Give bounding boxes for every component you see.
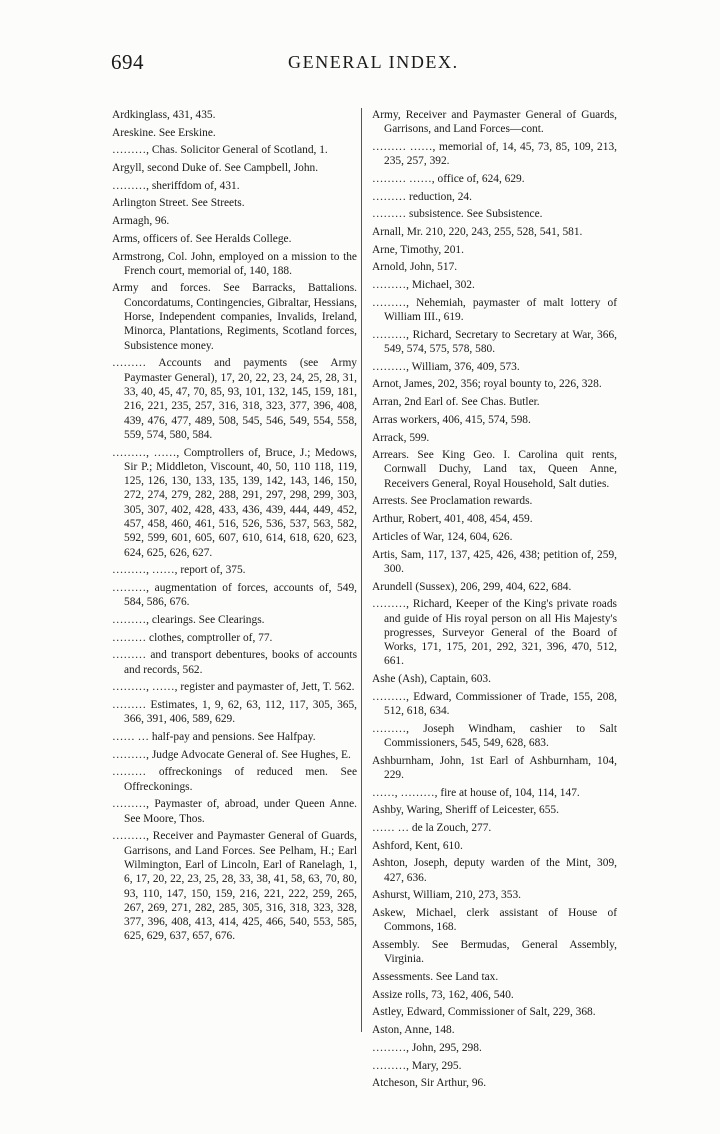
index-entry: ………, Receiver and Paymaster General of Guards, Garrisons, and Land Forces. See Pelham, H.; Earl Wilmington, Earl of Lincoln, Earl of Ranelagh, 1, 6, 17, 20, 22, 23, 25, 28, 33, 38, 41, 58, 63, 70, 80, 93, 110, 147, 150, 159, 216, 221, 222, 259, 265, 267, 269, 271, 282, 285, 305, 316, 318, 323, 328, 377, 396, 408, 413, 414, 425, 466, 540, 553, 585, 625, 629, 637, 657, 676. <box>112 830 357 943</box>
index-entry: ……… Estimates, 1, 9, 62, 63, 112, 117, 305, 365, 366, 391, 406, 589, 629. <box>112 699 357 726</box>
index-entry: ……… ……, office of, 624, 629. <box>372 172 525 185</box>
index-entry: Assembly. See Bermudas, General Assembly, Virginia. <box>372 939 617 966</box>
index-entry: ………, augmentation of forces, accounts of, 549, 584, 586, 676. <box>112 581 357 609</box>
index-entry: Ashe (Ash), Captain, 603. <box>372 673 491 686</box>
index-entry: Aston, Anne, 148. <box>372 1024 455 1037</box>
index-entry: ……… and transport debentures, books of accounts and records, 562. <box>112 649 357 676</box>
index-entry: Articles of War, 124, 604, 626. <box>372 530 513 543</box>
index-entry: Ashton, Joseph, deputy warden of the Mint, 309, 427, 636. <box>372 857 617 884</box>
index-entry: Arrears. See King Geo. I. Carolina quit rents, Cornwall Duchy, Land tax, Queen Anne, Receivers General, Royal Household, Salt duties. <box>372 449 617 490</box>
index-entry: Arms, officers of. See Heralds College. <box>112 232 292 245</box>
index-entry: Arran, 2nd Earl of. See Chas. Butler. <box>372 396 540 409</box>
column-divider <box>361 108 362 1032</box>
index-entry: Ardkinglass, 431, 435. <box>112 109 216 121</box>
index-entry: ………, ……, register and paymaster of, Jett, T. 562. <box>112 681 355 694</box>
index-entry: ………, Richard, Secretary to Secretary at War, 366, 549, 574, 575, 578, 580. <box>372 328 617 356</box>
index-entry: Ashurst, William, 210, 273, 353. <box>372 889 521 902</box>
index-entry: ……… reduction, 24. <box>372 190 472 203</box>
index-entry: Askew, Michael, clerk assistant of House of Commons, 168. <box>372 907 617 934</box>
index-entry: Astley, Edward, Commissioner of Salt, 229, 368. <box>372 1006 596 1019</box>
index-entry: ……… clothes, comptroller of, 77. <box>112 631 273 644</box>
index-entry: Artis, Sam, 117, 137, 425, 426, 438; petition of, 259, 300. <box>372 548 617 575</box>
index-entry: Areskine. See Erskine. <box>112 126 216 139</box>
index-entry: Army, Receiver and Paymaster General of Guards, Garrisons, and Land Forces—cont. <box>372 109 617 136</box>
index-entry: ………, Chas. Solicitor General of Scotland, 1. <box>112 144 328 157</box>
index-entry: ………, John, 295, 298. <box>372 1041 482 1054</box>
index-entry: Ashford, Kent, 610. <box>372 839 463 852</box>
index-entry: Arrests. See Proclamation rewards. <box>372 495 533 508</box>
index-entry: ………, Judge Advocate General of. See Hughes, E. <box>112 748 351 761</box>
index-entry: ……… offreckonings of reduced men. See Offreckonings. <box>112 766 357 793</box>
running-head: GENERAL INDEX. <box>288 52 459 72</box>
index-entry: ……… Accounts and payments (see Army Paymaster General), 17, 20, 22, 23, 24, 25, 28, 31, 33, 40, 45, 47, 70, 85, 93, 101, 132, 145, 159, 181, 216, 221, 235, 257, 316, 318, 323, 377, 396, 408, 439, 476, 477, 489, 508, 545, 546, 549, 554, 558, 559, 574, 580, 584. <box>112 357 357 441</box>
index-entry: Arras workers, 406, 415, 574, 598. <box>372 413 531 426</box>
index-entry: Arnall, Mr. 210, 220, 243, 255, 528, 541, 581. <box>372 226 583 239</box>
index-column-left <box>112 108 357 947</box>
index-entry: Assessments. See Land tax. <box>372 971 499 984</box>
index-entry: ……… ……, memorial of, 14, 45, 73, 85, 109, 213, 235, 257, 392. <box>372 140 617 168</box>
index-entry: ………, Richard, Keeper of the King's private roads and guide of His royal person on all His Majesty's progresses, Surveyor General of the Board of Works, 171, 175, 201, 292, 321, 396, 470, 512, 661. <box>372 598 617 668</box>
index-column-right <box>372 108 617 1094</box>
index-entry: Arthur, Robert, 401, 408, 454, 459. <box>372 513 533 526</box>
index-entry: Arundell (Sussex), 206, 299, 404, 622, 684. <box>372 580 572 593</box>
index-entry: Arne, Timothy, 201. <box>372 243 464 256</box>
index-entry: Ashburnham, John, 1st Earl of Ashburnham, 104, 229. <box>372 754 617 782</box>
index-entry: Arrack, 599. <box>372 431 430 444</box>
index-entry: ………, clearings. See Clearings. <box>112 613 265 626</box>
index-entry: …… … half-pay and pensions. See Halfpay. <box>112 731 316 743</box>
index-entry: ………, Joseph Windham, cashier to Salt Commissioners, 545, 549, 628, 683. <box>372 722 617 750</box>
index-entry: ………, sheriffdom of, 431. <box>112 179 240 192</box>
index-entry: Assize rolls, 73, 162, 406, 540. <box>372 988 514 1001</box>
index-entry: Ashby, Waring, Sheriff of Leicester, 655. <box>372 804 559 817</box>
index-entry: ………, ……, Comptrollers of, Bruce, J.; Medows, Sir P.; Middleton, Viscount, 40, 50, 110 118, 119, 125, 126, 130, 133, 135, 139, 142, 143, 146, 150, 272, 274, 279, 282, 288, 291, 297, 298, 299, 303, 305, 307, 402, 428, 433, 436, 439, 444, 449, 452, 457, 458, 460, 461, 516, 526, 536, 537, 563, 582, 592, 599, 601, 605, 607, 610, 614, 618, 620, 623, 624, 625, 626, 627. <box>112 446 357 559</box>
index-entry: ………, William, 376, 409, 573. <box>372 360 520 373</box>
index-entry: ………, Michael, 302. <box>372 279 475 292</box>
index-entry: Armstrong, Col. John, employed on a mission to the French court, memorial of, 140, 188. <box>112 250 357 277</box>
index-entry: Armagh, 96. <box>112 215 170 228</box>
index-entry: ………, Mary, 295. <box>372 1059 462 1072</box>
index-entry: ………, Edward, Commissioner of Trade, 155, 208, 512, 618, 634. <box>372 690 617 718</box>
index-entry: ………, Paymaster of, abroad, under Queen Anne. See Moore, Thos. <box>112 798 357 825</box>
index-entry: Arnot, James, 202, 356; royal bounty to, 226, 328. <box>372 378 602 391</box>
index-entry: ……, ………, fire at house of, 104, 114, 147. <box>372 786 580 799</box>
index-entry: …… … de la Zouch, 277. <box>372 822 492 835</box>
index-entry: ……… subsistence. See Subsistence. <box>372 208 543 221</box>
index-entry: Atcheson, Sir Arthur, 96. <box>372 1077 487 1090</box>
index-entry: Arnold, John, 517. <box>372 261 458 274</box>
index-entry: Army and forces. See Barracks, Battalions. Concordatums, Contingencies, Gibraltar, Hessians, Horse, Independent companies, Invalids, Ireland, Minorca, Plantations, Regiments, Scotland forces, Subsistence money. <box>112 282 357 352</box>
page-number: 694 <box>111 50 144 74</box>
index-entry: Arlington Street. See Streets. <box>112 197 245 210</box>
index-entry: ………, Nehemiah, paymaster of malt lottery of William III., 619. <box>372 296 617 324</box>
index-entry: ………, ……, report of, 375. <box>112 564 246 577</box>
index-entry: Argyll, second Duke of. See Campbell, John. <box>112 162 319 175</box>
